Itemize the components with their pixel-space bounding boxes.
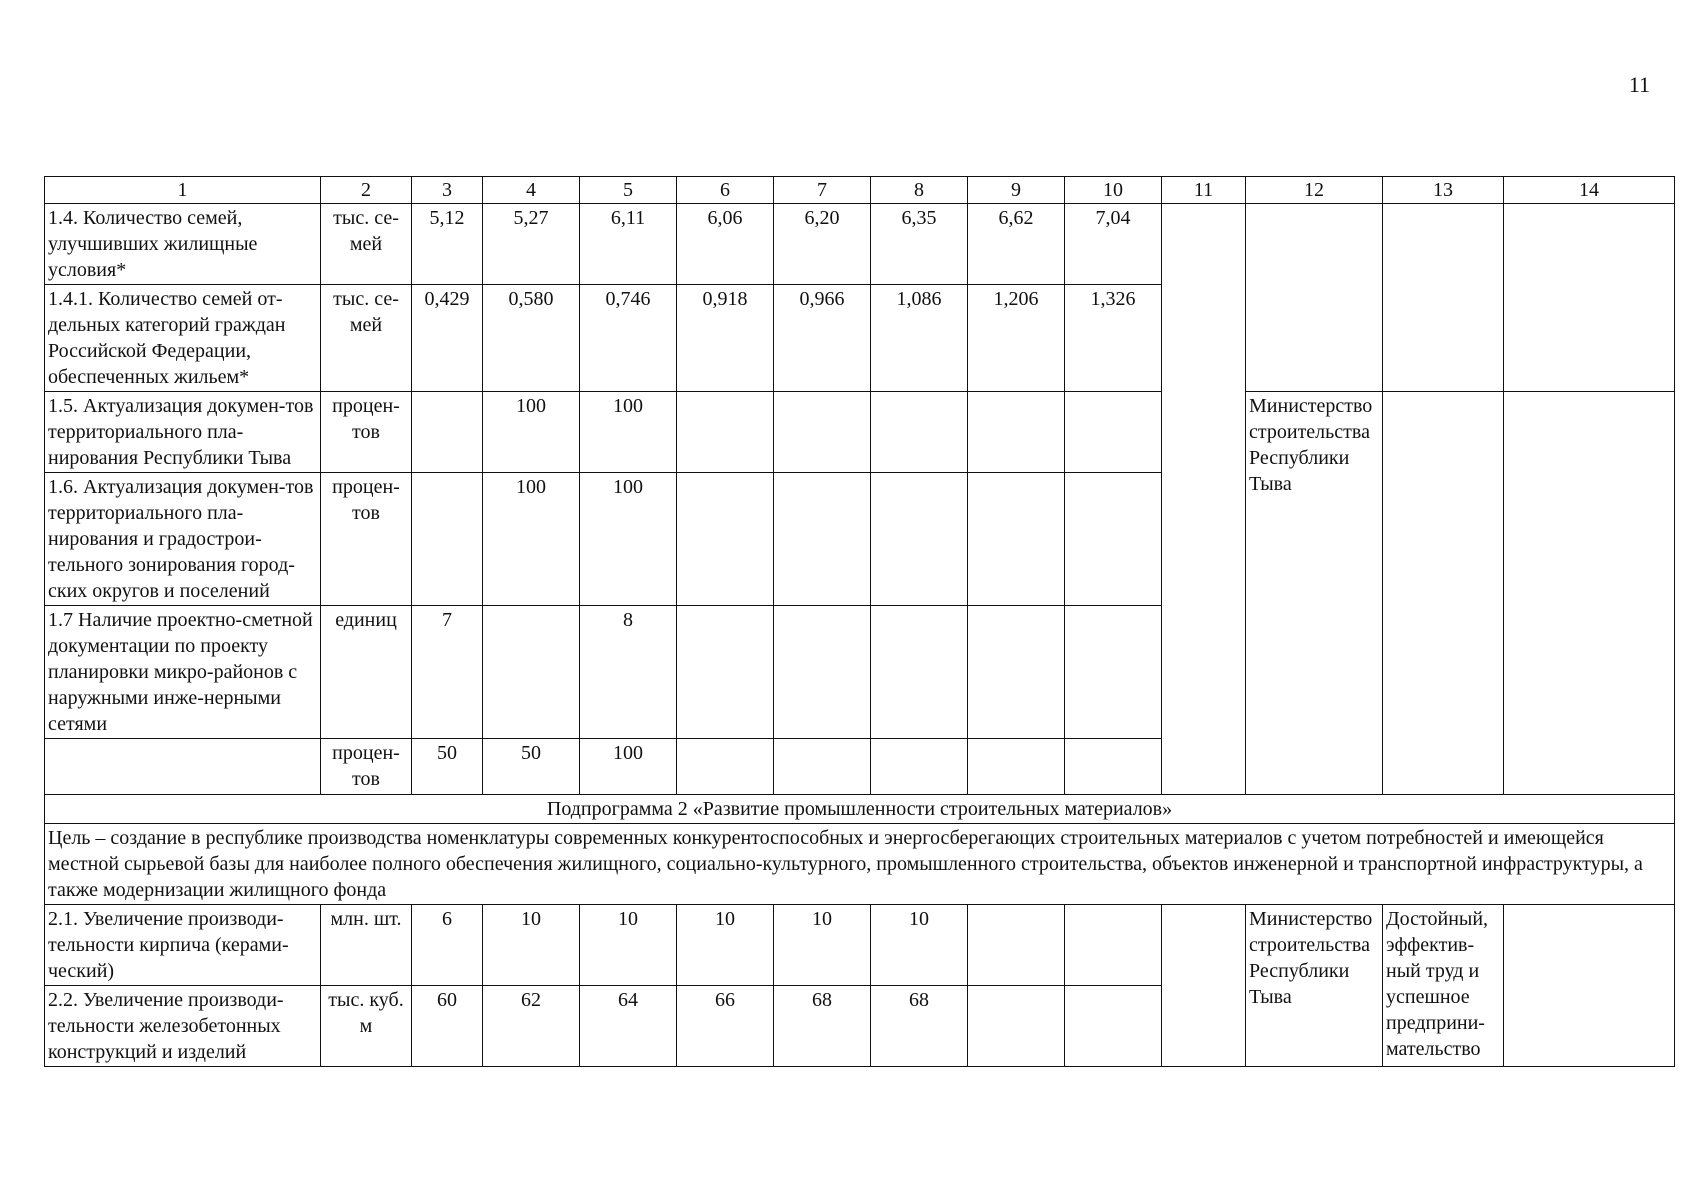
value-cell: 10 — [580, 905, 677, 986]
indicator-label: 1.7 Наличие проектно-сметной документации по проекту планировки микро-районов с наружными инже-нерными сетями — [45, 606, 321, 739]
value-cell: 100 — [580, 392, 677, 473]
table-row — [45, 905, 1675, 986]
value-cell: 68 — [871, 986, 968, 1067]
value-cell — [871, 739, 968, 795]
header-row — [45, 177, 1675, 204]
value-cell — [1065, 473, 1162, 606]
value-cell: 6,62 — [968, 204, 1065, 285]
value-cell: 6,20 — [774, 204, 871, 285]
header-cell: 13 — [1383, 177, 1504, 204]
value-cell: 6,06 — [677, 204, 774, 285]
column-11-cell — [1162, 905, 1246, 1067]
value-cell: 0,966 — [774, 285, 871, 392]
value-cell — [774, 606, 871, 739]
value-cell — [412, 392, 483, 473]
value-cell — [968, 986, 1065, 1067]
column-14-cell — [1504, 204, 1675, 392]
column-11-cell — [1162, 204, 1246, 795]
header-cell: 14 — [1504, 177, 1675, 204]
header-cell: 8 — [871, 177, 968, 204]
column-13-cell — [1383, 204, 1504, 392]
value-cell — [968, 739, 1065, 795]
value-cell — [1065, 606, 1162, 739]
value-cell: 5,27 — [483, 204, 580, 285]
value-cell: 6,11 — [580, 204, 677, 285]
value-cell: 10 — [871, 905, 968, 986]
subprogram-row — [45, 795, 1675, 824]
value-cell — [1065, 905, 1162, 986]
column-14-cell — [1504, 392, 1675, 795]
value-cell: 62 — [483, 986, 580, 1067]
value-cell: 5,12 — [412, 204, 483, 285]
value-cell — [774, 739, 871, 795]
value-cell: 6 — [412, 905, 483, 986]
goal-row — [45, 824, 1675, 905]
value-cell — [677, 739, 774, 795]
value-cell — [968, 473, 1065, 606]
value-cell — [968, 392, 1065, 473]
value-cell — [774, 473, 871, 606]
value-cell — [1065, 986, 1162, 1067]
header-cell: 10 — [1065, 177, 1162, 204]
value-cell: 0,580 — [483, 285, 580, 392]
value-cell — [677, 473, 774, 606]
column-14-cell — [1504, 905, 1675, 1067]
value-cell — [968, 905, 1065, 986]
value-cell: 1,086 — [871, 285, 968, 392]
header-cell: 9 — [968, 177, 1065, 204]
value-cell: 0,746 — [580, 285, 677, 392]
responsible-ministry: Министерство строительства Республики Тыва — [1246, 905, 1383, 1067]
value-cell — [1065, 739, 1162, 795]
value-cell: 1,326 — [1065, 285, 1162, 392]
value-cell: 100 — [580, 739, 677, 795]
indicator-label: 1.5. Актуализация докумен-тов территориального пла-нирования Республики Тыва — [45, 392, 321, 473]
value-cell — [1065, 392, 1162, 473]
value-cell: 0,429 — [412, 285, 483, 392]
value-cell — [774, 392, 871, 473]
header-cell: 2 — [321, 177, 412, 204]
value-cell — [968, 606, 1065, 739]
unit-cell: единиц — [321, 606, 412, 739]
value-cell: 100 — [483, 392, 580, 473]
value-cell: 60 — [412, 986, 483, 1067]
value-cell — [871, 606, 968, 739]
indicator-label — [45, 739, 321, 795]
value-cell: 7,04 — [1065, 204, 1162, 285]
header-cell: 6 — [677, 177, 774, 204]
header-cell: 3 — [412, 177, 483, 204]
value-cell: 100 — [580, 473, 677, 606]
unit-cell: процен-тов — [321, 392, 412, 473]
header-cell: 12 — [1246, 177, 1383, 204]
value-cell: 1,206 — [968, 285, 1065, 392]
value-cell — [871, 392, 968, 473]
value-cell: 64 — [580, 986, 677, 1067]
unit-cell: тыс. куб. м — [321, 986, 412, 1067]
value-cell: 10 — [677, 905, 774, 986]
value-cell: 50 — [412, 739, 483, 795]
value-cell: 8 — [580, 606, 677, 739]
value-cell — [412, 473, 483, 606]
value-cell: 6,35 — [871, 204, 968, 285]
unit-cell: млн. шт. — [321, 905, 412, 986]
indicator-label: 1.6. Актуализация докумен-тов территориального пла-нирования и градострои-тельного зонирования город-ских округов и поселений — [45, 473, 321, 606]
column-13-cell — [1383, 392, 1504, 795]
indicators-table — [44, 176, 1675, 1067]
expected-result: Достойный, эффектив-ный труд и успешное предприни-мательство — [1383, 905, 1504, 1067]
value-cell: 68 — [774, 986, 871, 1067]
page-number: 11 — [1628, 72, 1650, 97]
value-cell: 50 — [483, 739, 580, 795]
indicator-label: 1.4.1. Количество семей от-дельных категорий граждан Российской Федерации, обеспеченных жильем* — [45, 285, 321, 392]
subprogram-title: Подпрограмма 2 «Развитие промышленности строительных материалов» — [45, 795, 1675, 824]
table-row — [45, 392, 1675, 473]
value-cell — [483, 606, 580, 739]
value-cell — [677, 392, 774, 473]
goal-text: Цель – создание в республике производства номенклатуры современных конкурентоспособных и энергосберегающих строительных материалов с учетом потребностей и имеющейся местной сырьевой базы для наиболее полного обеспечения жилищного, социально-культурного, промышленного строительства, объектов инженерной и транспортной инфраструктуры, а также модернизации жилищного фонда — [45, 824, 1675, 905]
header-cell: 7 — [774, 177, 871, 204]
value-cell: 0,918 — [677, 285, 774, 392]
header-cell: 5 — [580, 177, 677, 204]
value-cell: 7 — [412, 606, 483, 739]
unit-cell: тыс. се-мей — [321, 285, 412, 392]
indicator-label: 2.1. Увеличение производи-тельности кирпича (керами-ческий) — [45, 905, 321, 986]
header-cell: 4 — [483, 177, 580, 204]
indicator-label: 2.2. Увеличение производи-тельности железобетонных конструкций и изделий — [45, 986, 321, 1067]
table-row — [45, 204, 1675, 285]
header-cell: 11 — [1162, 177, 1246, 204]
value-cell — [677, 606, 774, 739]
value-cell: 100 — [483, 473, 580, 606]
unit-cell: процен-тов — [321, 739, 412, 795]
header-cell: 1 — [45, 177, 321, 204]
value-cell: 10 — [483, 905, 580, 986]
unit-cell: тыс. се-мей — [321, 204, 412, 285]
indicator-label: 1.4. Количество семей, улучшивших жилищные условия* — [45, 204, 321, 285]
value-cell — [871, 473, 968, 606]
unit-cell: процен-тов — [321, 473, 412, 606]
responsible-ministry: Министерство строительства Республики Тыва — [1246, 392, 1383, 795]
value-cell: 66 — [677, 986, 774, 1067]
column-12-cell — [1246, 204, 1383, 392]
value-cell: 10 — [774, 905, 871, 986]
